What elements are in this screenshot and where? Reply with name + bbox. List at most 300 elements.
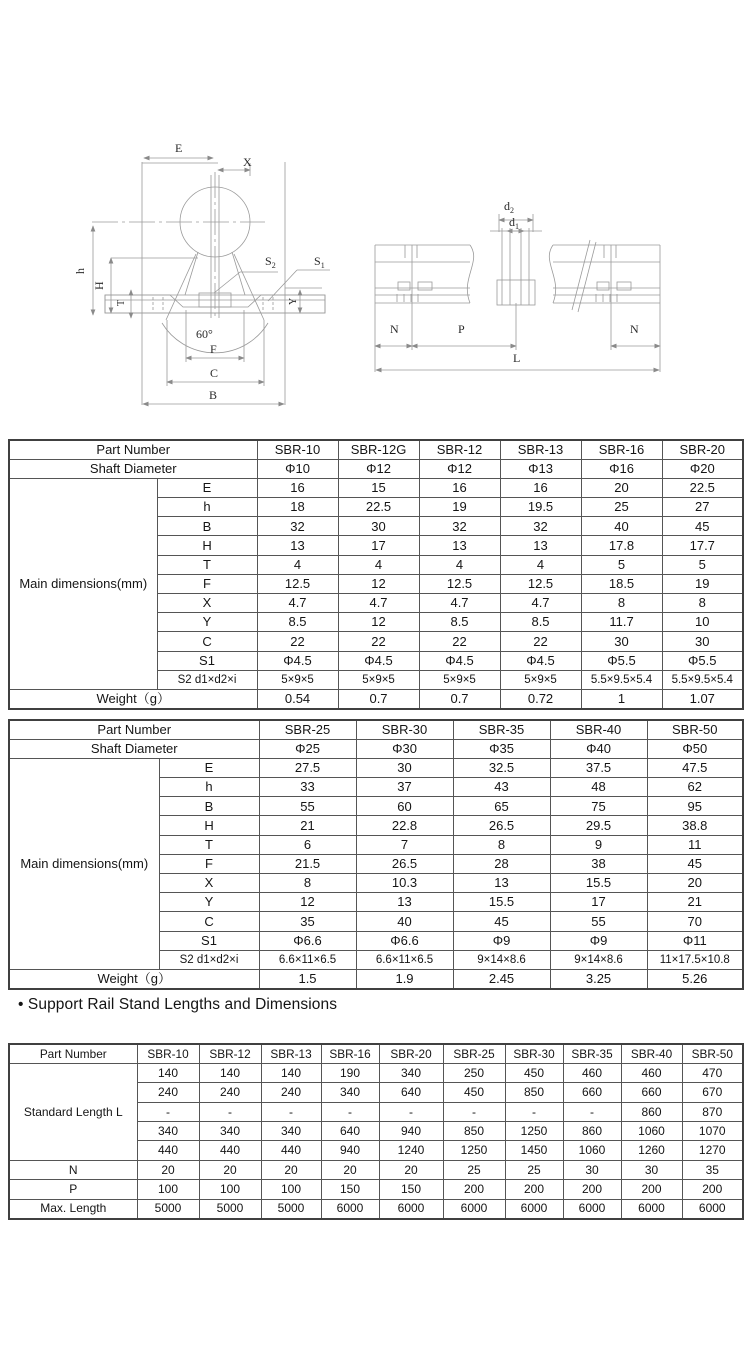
table-cell: 13: [356, 893, 453, 912]
table-cell: 140: [199, 1063, 261, 1082]
table-cell: 25: [443, 1160, 505, 1179]
table-cell: 70: [647, 912, 743, 931]
label-d1: $d_1$: [509, 215, 519, 231]
table-cell: 4: [500, 555, 581, 574]
table-cell: 45: [662, 517, 743, 536]
table-cell: 28: [453, 854, 550, 873]
table-cell: 150: [321, 1180, 379, 1199]
table-cell: 17.8: [581, 536, 662, 555]
label-H: H: [92, 281, 106, 290]
row-key: F: [159, 854, 259, 873]
side-elevation-view: [375, 214, 660, 372]
table-cell: 21: [647, 893, 743, 912]
label-L: L: [513, 351, 521, 365]
table-cell: Φ40: [550, 739, 647, 758]
table-row-weight: [9, 689, 743, 708]
table-cell: 19: [419, 498, 500, 517]
table-cell: 45: [647, 854, 743, 873]
table-cell: 55: [550, 912, 647, 931]
table-cell: 6000: [621, 1199, 682, 1218]
label-Y: Y: [288, 297, 299, 305]
table-cell: Φ10: [257, 459, 338, 478]
table-cell: 13: [453, 874, 550, 893]
table-cell: 940: [321, 1141, 379, 1160]
table-cell: 200: [682, 1180, 743, 1199]
table-cell: Φ9: [453, 931, 550, 950]
table-cell: 660: [563, 1083, 621, 1102]
table-row-part-number: [9, 440, 743, 459]
table-cell: 32: [257, 517, 338, 536]
row-key: X: [159, 874, 259, 893]
table-cell: Φ4.5: [257, 651, 338, 670]
table-cell: 460: [563, 1063, 621, 1082]
table-cell: 6000: [505, 1199, 563, 1218]
table-cell: 6000: [563, 1199, 621, 1218]
label-T: T: [116, 299, 127, 306]
table-cell: 29.5: [550, 816, 647, 835]
table-cell: 470: [682, 1063, 743, 1082]
table-cell: 5000: [199, 1199, 261, 1218]
table-row-max-length: [9, 1199, 743, 1218]
table-cell: 65: [453, 797, 550, 816]
table-cell: Φ35: [453, 739, 550, 758]
row-key: C: [157, 632, 257, 651]
table-row: [9, 1063, 743, 1082]
table-cell: 43: [453, 778, 550, 797]
table-cell: 8: [662, 594, 743, 613]
table-cell: Φ5.5: [662, 651, 743, 670]
table-cell: Φ16: [581, 459, 662, 478]
table-cell: 22: [419, 632, 500, 651]
table-cell: 37.5: [550, 758, 647, 777]
table-cell: Φ25: [259, 739, 356, 758]
row-key: T: [159, 835, 259, 854]
table-cell: 5×9×5: [338, 670, 419, 689]
table-cell: 19.5: [500, 498, 581, 517]
table-cell: 48: [550, 778, 647, 797]
table-row: [9, 758, 743, 777]
table-cell: 55: [259, 797, 356, 816]
table-cell: SBR-16: [581, 440, 662, 459]
table-cell: 4: [257, 555, 338, 574]
table-cell: 22: [338, 632, 419, 651]
table-cell: 16: [419, 478, 500, 497]
group-label-standard-length: Standard Length L: [9, 1063, 137, 1160]
table-cell: 440: [199, 1141, 261, 1160]
row-label-weight: Weight（g）: [9, 689, 257, 708]
table-cell: 22.8: [356, 816, 453, 835]
row-key: P: [9, 1180, 137, 1199]
table-cell: 25: [505, 1160, 563, 1179]
table-cell: 30: [581, 632, 662, 651]
table-cell: -: [199, 1102, 261, 1121]
table-cell: 22.5: [662, 478, 743, 497]
table-cell: 440: [261, 1141, 321, 1160]
table-cell: 5×9×5: [419, 670, 500, 689]
table-cell: 19: [662, 574, 743, 593]
table-cell: 200: [563, 1180, 621, 1199]
row-key: E: [159, 758, 259, 777]
label-N-right: N: [630, 322, 639, 336]
row-key: Max. Length: [9, 1199, 137, 1218]
table-cell: 100: [261, 1180, 321, 1199]
table-cell: 4: [419, 555, 500, 574]
table-cell: 8.5: [257, 613, 338, 632]
table-cell: 450: [505, 1063, 563, 1082]
table-cell: 12.5: [500, 574, 581, 593]
row-key: E: [157, 478, 257, 497]
table-cell: 1070: [682, 1122, 743, 1141]
table-cell: 1.9: [356, 969, 453, 988]
table-cell: Φ11: [647, 931, 743, 950]
table-cell: 12: [338, 613, 419, 632]
table-cell: -: [443, 1102, 505, 1121]
table-cell: 11×17.5×10.8: [647, 950, 743, 969]
row-key: B: [157, 517, 257, 536]
table-cell: 5×9×5: [257, 670, 338, 689]
table-cell: Φ4.5: [419, 651, 500, 670]
table-cell: 4: [338, 555, 419, 574]
label-d2: $d_2$: [504, 199, 514, 215]
row-key: B: [159, 797, 259, 816]
table-cell: 1.5: [259, 969, 356, 988]
table-cell: 8.5: [419, 613, 500, 632]
table-cell: SBR-35: [453, 720, 550, 739]
table-cell: 26.5: [453, 816, 550, 835]
table-cell: 1: [581, 689, 662, 708]
table-cell: 0.7: [419, 689, 500, 708]
table-cell: 340: [379, 1063, 443, 1082]
table-cell: 1260: [621, 1141, 682, 1160]
technical-drawing-region: [0, 0, 750, 430]
table-cell: 30: [338, 517, 419, 536]
table-cell: 11: [647, 835, 743, 854]
row-label-weight: Weight（g）: [9, 969, 259, 988]
table-cell: 18.5: [581, 574, 662, 593]
table-cell: SBR-50: [682, 1044, 743, 1063]
table-cell: 1270: [682, 1141, 743, 1160]
support-rail-length-table: [8, 1043, 744, 1220]
table-cell: 1450: [505, 1141, 563, 1160]
table-cell: 870: [682, 1102, 743, 1121]
table-cell: 1.07: [662, 689, 743, 708]
label-B: B: [209, 388, 218, 402]
table-cell: SBR-10: [257, 440, 338, 459]
table-cell: 13: [257, 536, 338, 555]
table-cell: 5: [581, 555, 662, 574]
table-cell: 75: [550, 797, 647, 816]
table-cell: Φ12: [419, 459, 500, 478]
table-cell: 6000: [379, 1199, 443, 1218]
table-cell: 8: [581, 594, 662, 613]
table-cell: 850: [505, 1083, 563, 1102]
group-label-main-dimensions: Main dimensions(mm): [9, 478, 157, 689]
table-cell: 150: [379, 1180, 443, 1199]
table-cell: 5.5×9.5×5.4: [581, 670, 662, 689]
table-cell: 30: [621, 1160, 682, 1179]
table-cell: SBR-12G: [338, 440, 419, 459]
table-cell: 6000: [321, 1199, 379, 1218]
table-cell: 860: [621, 1102, 682, 1121]
table-cell: 4.7: [257, 594, 338, 613]
table-cell: 240: [137, 1083, 199, 1102]
table-cell: SBR-40: [621, 1044, 682, 1063]
table-cell: 200: [505, 1180, 563, 1199]
row-label-shaft-diameter: Shaft Diameter: [9, 739, 259, 758]
table-cell: Φ6.6: [356, 931, 453, 950]
label-E: E: [175, 141, 183, 155]
table-cell: 460: [621, 1063, 682, 1082]
table-cell: 1060: [563, 1141, 621, 1160]
table-cell: 640: [321, 1122, 379, 1141]
table-cell: 32.5: [453, 758, 550, 777]
table-row-p: [9, 1180, 743, 1199]
group-label-main-dimensions: Main dimensions(mm): [9, 758, 159, 969]
table-cell: 11.7: [581, 613, 662, 632]
table-cell: 340: [137, 1122, 199, 1141]
row-key: S2 d1×d2×i: [159, 950, 259, 969]
table-cell: 340: [321, 1083, 379, 1102]
table-cell: 21: [259, 816, 356, 835]
table-cell: 32: [500, 517, 581, 536]
table-cell: 5.26: [647, 969, 743, 988]
table-cell: 340: [261, 1122, 321, 1141]
table-row-shaft-diameter: [9, 459, 743, 478]
table-cell: 0.72: [500, 689, 581, 708]
table-cell: 20: [261, 1160, 321, 1179]
table-cell: 21.5: [259, 854, 356, 873]
table-cell: 17: [550, 893, 647, 912]
table-cell: 20: [137, 1160, 199, 1179]
label-P: P: [458, 322, 465, 336]
table-cell: 200: [621, 1180, 682, 1199]
table-cell: 22.5: [338, 498, 419, 517]
table-row: [9, 478, 743, 497]
table-cell: SBR-50: [647, 720, 743, 739]
table-cell: 7: [356, 835, 453, 854]
table-cell: 13: [419, 536, 500, 555]
table-cell: 6.6×11×6.5: [259, 950, 356, 969]
table-cell: 40: [581, 517, 662, 536]
label-N-left: N: [390, 322, 399, 336]
table-cell: 25: [581, 498, 662, 517]
table-cell: 240: [199, 1083, 261, 1102]
table-cell: 0.54: [257, 689, 338, 708]
table-cell: 12: [259, 893, 356, 912]
table-cell: 940: [379, 1122, 443, 1141]
table-cell: SBR-20: [379, 1044, 443, 1063]
dimensions-table-1: [8, 439, 744, 710]
label-angle: 60°: [196, 327, 213, 341]
row-label-part-number: Part Number: [9, 720, 259, 739]
table-cell: 30: [563, 1160, 621, 1179]
table-cell: 17: [338, 536, 419, 555]
table-cell: SBR-12: [199, 1044, 261, 1063]
table-cell: 12.5: [419, 574, 500, 593]
table-cell: 20: [199, 1160, 261, 1179]
table-cell: 20: [581, 478, 662, 497]
table-cell: 13: [500, 536, 581, 555]
label-X: X: [243, 155, 252, 169]
table-cell: 26.5: [356, 854, 453, 873]
table-cell: 62: [647, 778, 743, 797]
label-F: F: [210, 342, 217, 356]
label-h: h: [73, 268, 87, 274]
table-cell: 5: [662, 555, 743, 574]
table-cell: SBR-13: [261, 1044, 321, 1063]
table-cell: 16: [500, 478, 581, 497]
row-key: Y: [159, 893, 259, 912]
table-cell: 12.5: [257, 574, 338, 593]
table-cell: 30: [356, 758, 453, 777]
table-cell: -: [505, 1102, 563, 1121]
table-cell: 27: [662, 498, 743, 517]
table-cell: -: [379, 1102, 443, 1121]
table-cell: 45: [453, 912, 550, 931]
table-cell: -: [563, 1102, 621, 1121]
dimensions-table-2: [8, 719, 744, 990]
table-cell: 6000: [443, 1199, 505, 1218]
table-cell: 100: [137, 1180, 199, 1199]
table-cell: 8: [259, 874, 356, 893]
table-cell: 860: [563, 1122, 621, 1141]
table-cell: 9×14×8.6: [550, 950, 647, 969]
row-label-shaft-diameter: Shaft Diameter: [9, 459, 257, 478]
table-cell: 9×14×8.6: [453, 950, 550, 969]
table-cell: 850: [443, 1122, 505, 1141]
row-key: H: [157, 536, 257, 555]
table-cell: 18: [257, 498, 338, 517]
table-cell: 30: [662, 632, 743, 651]
table-cell: 200: [443, 1180, 505, 1199]
table-cell: 6000: [682, 1199, 743, 1218]
table-cell: 8: [453, 835, 550, 854]
row-label-part-number: Part Number: [9, 440, 257, 459]
table-cell: SBR-25: [443, 1044, 505, 1063]
row-key: C: [159, 912, 259, 931]
table-cell: 15: [338, 478, 419, 497]
table-cell: 32: [419, 517, 500, 536]
row-key: h: [157, 498, 257, 517]
table-cell: Φ4.5: [338, 651, 419, 670]
table-cell: 35: [259, 912, 356, 931]
table-cell: 33: [259, 778, 356, 797]
table-cell: 140: [137, 1063, 199, 1082]
table-cell: 15.5: [550, 874, 647, 893]
table-row-n: [9, 1160, 743, 1179]
row-key: H: [159, 816, 259, 835]
table-cell: -: [137, 1102, 199, 1121]
table-cell: 38.8: [647, 816, 743, 835]
table-cell: 440: [137, 1141, 199, 1160]
table-row-part-number: [9, 1044, 743, 1063]
table-cell: 12: [338, 574, 419, 593]
table-cell: 640: [379, 1083, 443, 1102]
table-cell: 8.5: [500, 613, 581, 632]
table-cell: Φ9: [550, 931, 647, 950]
table-cell: 17.7: [662, 536, 743, 555]
table-cell: SBR-30: [356, 720, 453, 739]
table-cell: 5000: [137, 1199, 199, 1218]
table-cell: Φ12: [338, 459, 419, 478]
table-cell: 670: [682, 1083, 743, 1102]
row-label-part-number: Part Number: [9, 1044, 137, 1063]
section-heading-support-rail-lengths: • Support Rail Stand Lengths and Dimensions: [18, 996, 338, 1013]
table-cell: 60: [356, 797, 453, 816]
table-cell: 1060: [621, 1122, 682, 1141]
table-cell: SBR-10: [137, 1044, 199, 1063]
table-cell: 5000: [261, 1199, 321, 1218]
table-cell: Φ13: [500, 459, 581, 478]
label-S1: $S_1$: [314, 254, 325, 270]
table-cell: 37: [356, 778, 453, 797]
table-cell: 15.5: [453, 893, 550, 912]
table-cell: 3.25: [550, 969, 647, 988]
table-cell: 1250: [505, 1122, 563, 1141]
table-cell: 4.7: [338, 594, 419, 613]
table-cell: 95: [647, 797, 743, 816]
table-cell: SBR-12: [419, 440, 500, 459]
table-row-part-number: [9, 720, 743, 739]
row-key: N: [9, 1160, 137, 1179]
table-cell: 35: [682, 1160, 743, 1179]
table-cell: 6.6×11×6.5: [356, 950, 453, 969]
table-cell: 9: [550, 835, 647, 854]
label-S2: $S_2$: [265, 254, 276, 270]
table-cell: 450: [443, 1083, 505, 1102]
table-cell: SBR-40: [550, 720, 647, 739]
table-cell: 47.5: [647, 758, 743, 777]
row-key: S2 d1×d2×i: [157, 670, 257, 689]
table-cell: SBR-35: [563, 1044, 621, 1063]
table-cell: 340: [199, 1122, 261, 1141]
table-cell: 190: [321, 1063, 379, 1082]
row-key: S1: [157, 651, 257, 670]
row-key: F: [157, 574, 257, 593]
table-cell: SBR-25: [259, 720, 356, 739]
table-row-weight: [9, 969, 743, 988]
table-cell: Φ50: [647, 739, 743, 758]
table-cell: Φ30: [356, 739, 453, 758]
table-cell: Φ20: [662, 459, 743, 478]
label-C: C: [210, 366, 219, 380]
table-cell: SBR-16: [321, 1044, 379, 1063]
table-cell: SBR-13: [500, 440, 581, 459]
row-key: S1: [159, 931, 259, 950]
table-cell: 100: [199, 1180, 261, 1199]
table-row-shaft-diameter: [9, 739, 743, 758]
table-cell: 2.45: [453, 969, 550, 988]
table-cell: 10.3: [356, 874, 453, 893]
table-cell: 4.7: [500, 594, 581, 613]
table-cell: 20: [647, 874, 743, 893]
table-cell: 1250: [443, 1141, 505, 1160]
table-cell: 38: [550, 854, 647, 873]
table-cell: 5.5×9.5×5.4: [662, 670, 743, 689]
table-cell: 0.7: [338, 689, 419, 708]
row-key: T: [157, 555, 257, 574]
table-cell: -: [321, 1102, 379, 1121]
table-cell: 6: [259, 835, 356, 854]
table-cell: Φ4.5: [500, 651, 581, 670]
table-cell: 4.7: [419, 594, 500, 613]
table-cell: 1240: [379, 1141, 443, 1160]
drawing-svg: [0, 0, 750, 430]
table-cell: 27.5: [259, 758, 356, 777]
table-cell: 22: [500, 632, 581, 651]
table-cell: 240: [261, 1083, 321, 1102]
table-cell: 20: [379, 1160, 443, 1179]
